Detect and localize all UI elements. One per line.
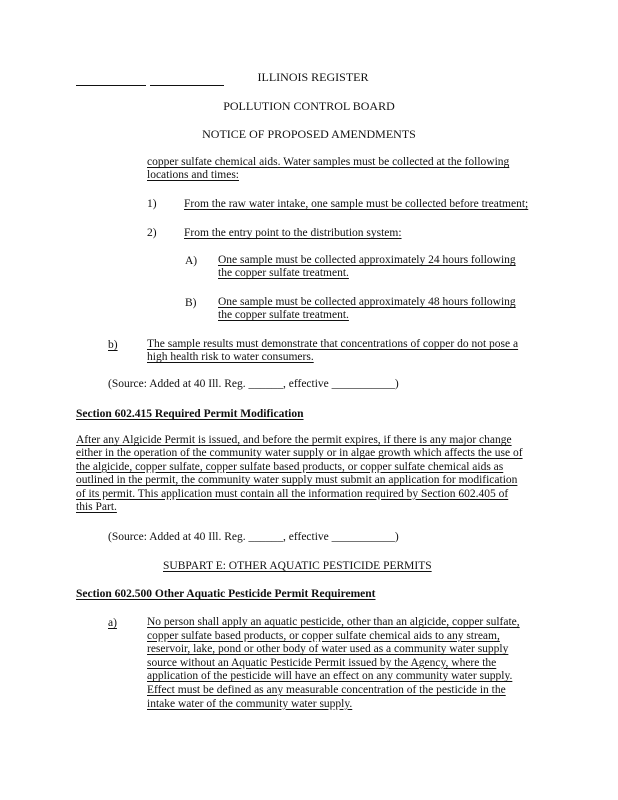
header-blank-line-2 (150, 85, 224, 86)
section-500-line-4: source without an Aquatic Pesticide Permit issued by the Agency, where the (147, 656, 497, 669)
item-2-number: 2) (147, 227, 157, 239)
section-500-line-7: intake water of the community water supply. (147, 697, 353, 710)
notice-title: NOTICE OF PROPOSED AMENDMENTS (202, 127, 416, 141)
section-415-line-2: either in the operation of the community water supply or in algae growth which affects the use of (76, 447, 523, 460)
section-500-line-6: Effect must be defined as any measurable concentration of the pesticide in the (147, 683, 506, 696)
section-415-body (76, 434, 523, 514)
header-blank-line-1 (76, 85, 146, 86)
section-415-line-1: After any Algicide Permit is issued, and before the permit expires, if there is any major change (76, 434, 512, 446)
item-b-lower-line-2: high health risk to water consumers. (147, 351, 314, 364)
item-b-number: B) (185, 297, 197, 309)
item-b-line-1: One sample must be collected approximately 48 hours following (218, 296, 516, 308)
subpart-title: SUBPART E: OTHER AQUATIC PESTICIDE PERMITS (163, 560, 432, 572)
section-415-line-4: outlined in the permit, the community water supply must submit an application for modification (76, 474, 518, 487)
section-500-line-5: application of the pesticide will have an effect on any community water supply. (147, 670, 513, 683)
section-415-line-3: the algicide, copper sulfate, copper sulfate based products, or copper sulfate chemical aids as (76, 460, 504, 473)
section-415-line-5: of its permit. This application must contain all the information required by Section 602.405 of (76, 487, 509, 500)
section-415-heading: Section 602.415 Required Permit Modification (76, 408, 304, 420)
item-2-text: From the entry point to the distribution system: (184, 227, 402, 239)
board-name: POLLUTION CONTROL BOARD (223, 99, 395, 113)
item-b-line-2: the copper sulfate treatment. (218, 309, 349, 322)
item-a-line-1: One sample must be collected approximately 24 hours following (218, 254, 516, 266)
item-a-line-2: the copper sulfate treatment. (218, 267, 349, 280)
item-b-lower-text (147, 338, 518, 364)
register-title: ILLINOIS REGISTER (257, 70, 369, 84)
item-1-number: 1) (147, 198, 157, 210)
item-b-lower-line-1: The sample results must demonstrate that concentrations of copper do not pose a (147, 338, 519, 350)
section-415-line-6: this Part. (76, 501, 117, 514)
item-b-lower-number: b) (108, 339, 118, 351)
item-a-text (218, 254, 516, 280)
source-note-1: (Source: Added at 40 Ill. Reg. ______, effective ___________) (108, 378, 399, 390)
intro-line-1: copper sulfate chemical aids. Water samples must be collected at the following (147, 156, 510, 168)
section-500-body (147, 616, 520, 711)
intro-paragraph (147, 156, 509, 182)
item-1-text: From the raw water intake, one sample must be collected before treatment; (184, 198, 529, 210)
item-a-number: A) (185, 255, 198, 267)
item-b-text (218, 296, 516, 322)
section-500-line-3: reservoir, lake, pond or other body of water used as a community water supply (147, 643, 509, 656)
section-500-line-2: copper sulfate based products, or copper sulfate chemical aids to any stream, (147, 629, 500, 642)
section-500-line-1: No person shall apply an aquatic pesticide, other than an algicide, copper sulfate, (147, 616, 520, 628)
section-500-heading: Section 602.500 Other Aquatic Pesticide Permit Requirement (76, 588, 376, 600)
section-500-number: a) (108, 617, 117, 629)
source-note-2: (Source: Added at 40 Ill. Reg. ______, effective ___________) (108, 531, 399, 543)
intro-line-2: locations and times: (147, 169, 239, 182)
